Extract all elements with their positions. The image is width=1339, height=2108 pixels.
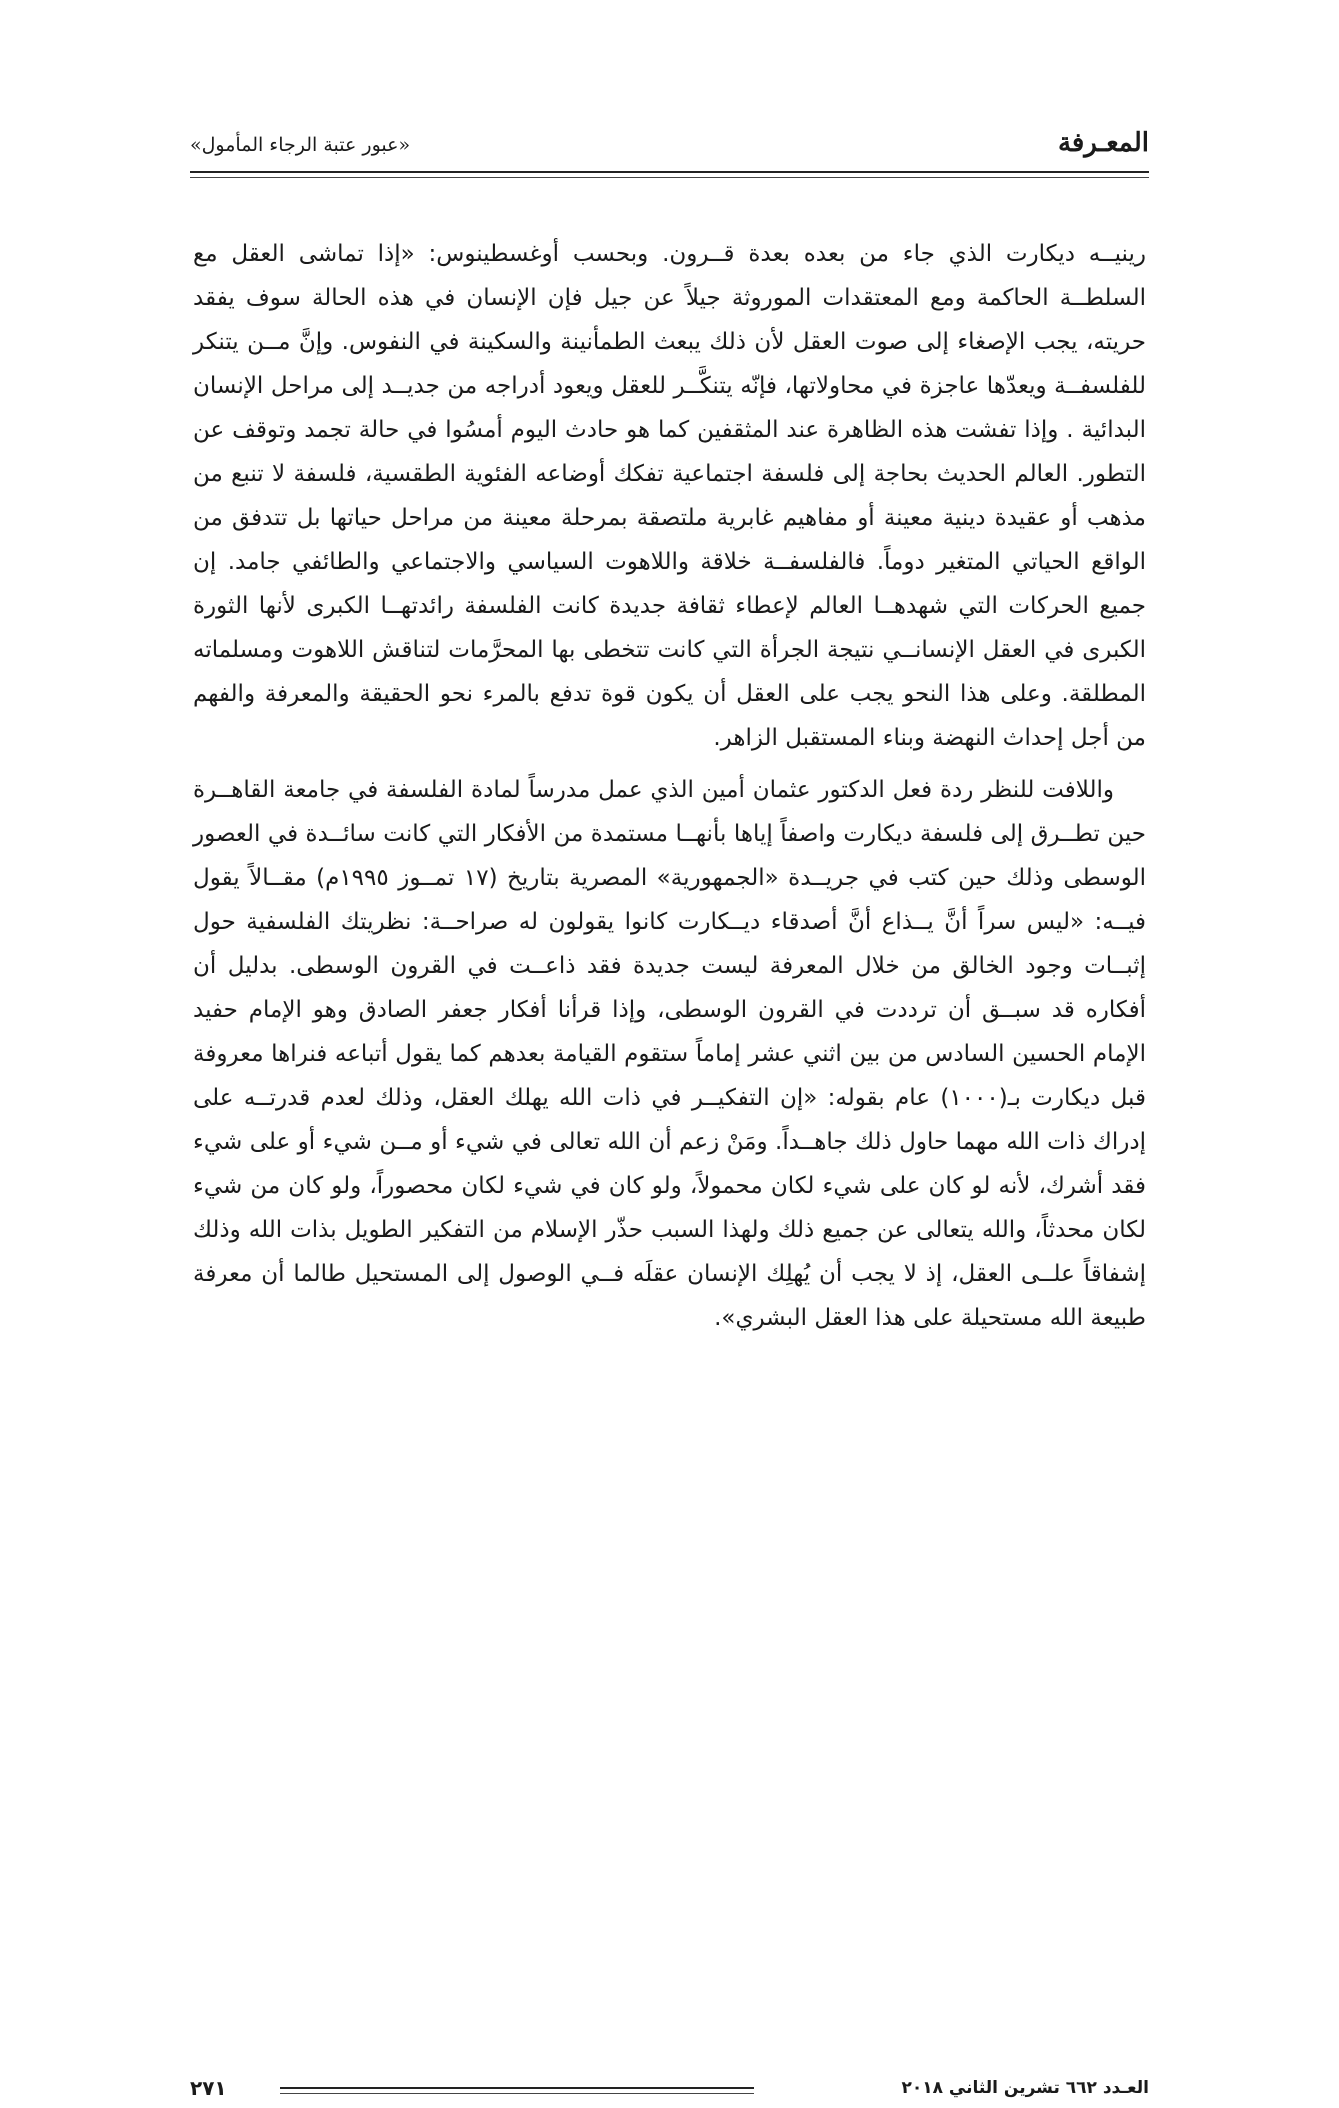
paragraph: واللافت للنظر ردة فعل الدكتور عثمان أمين الذي عمل مدرساً لمادة الفلسفة في جامعة القاهــرة حين تطــرق إلى فلسفة ديكارت واصفاً إياها بأنهــا مستمدة من الأفكار التي كانت سائــدة في العصور الوسطى وذلك حين كتب في جريــدة «الجمهورية» المصرية بتاريخ (١٧ تمــوز ١٩٩٥م) مقــالاً يقول فيــه: «ليس سراً أنَّ يــذاع أنَّ أصدقاء ديــكارت كانوا يقولون له صراحــة: نظريتك الفلسفية حول إثبــات وجود الخالق من خلال المعرفة ليست جديدة فقد ذاعــت في القرون الوسطى. بدليل أن أفكاره قد سبــق أن ترددت في القرون الوسطى، وإذا قرأنا أفكار جعفر الصادق وهو الإمام حفيد الإمام الحسين السادس من بين اثني عشر إماماً ستقوم القيامة بعدهم كما يقول أتباعه فنراها معروفة قبل ديكارت بـ(١٠٠٠) عام بقوله: «إن التفكيــر في ذات الله يهلك العقل، وذلك لعدم قدرتــه على إدراك ذات الله مهما حاول ذلك جاهــداً. ومَنْ زعم أن الله تعالى في شيء أو مــن شيء أو على شيء فقد أشرك، لأنه لو كان على شيء لكان محمولاً، ولو كان في شيء لكان محصوراً، ولو كان من شيء لكان محدثاً، والله يتعالى عن جميع ذلك ولهذا السبب حذّر الإسلام من التفكير الطويل بذات الله وذلك إشفاقاً علــى العقل، إذ لا يجب أن يُهلِك الإنسان عقلَه فــي الوصول إلى المستحيل طالما أن معرفة طبيعة الله مستحيلة على هذا العقل البشري». [193,777,1146,1331]
journal-brand: المعـرفة [1057,128,1149,158]
running-title: «عبور عتبة الرجاء المأمول» [190,134,411,156]
footer-divider-thin [280,2093,754,2094]
page-number: ٢٧١ [190,2076,227,2100]
article-body [193,232,1146,1340]
header-divider [190,171,1149,173]
paragraph: رينيــه ديكارت الذي جاء من بعده بعدة قــرون. وبحسب أوغسطينوس: «إذا تماشى العقل مع السلطــة الحاكمة ومع المعتقدات الموروثة جيلاً عن جيل فإن الإنسان في هذه الحالة سوف يفقد حريته، يجب الإصغاء إلى صوت العقل لأن ذلك يبعث الطمأنينة والسكينة في النفوس. وإنَّ مــن يتنكر للفلسفــة ويعدّها عاجزة في محاولاتها، فإنّه يتنكَّــر للعقل ويعود أدراجه من جديــد إلى مراحل الإنسان البدائية . وإذا تفشت هذه الظاهرة عند المثقفين كما هو حادث اليوم أمسُوا في حالة تجمد وتوقف عن التطور. العالم الحديث بحاجة إلى فلسفة اجتماعية تفكك أوضاعه الفئوية الطقسية، فلسفة لا تنبع من مذهب أو عقيدة دينية معينة أو مفاهيم غابرية ملتصقة بمرحلة معينة من مراحل حياتها بل تتدفق من الواقع الحياتي المتغير دوماً. فالفلسفــة خلاقة واللاهوت السياسي والاجتماعي والطائفي جامد. إن جميع الحركات التي شهدهــا العالم لإعطاء ثقافة جديدة كانت الفلسفة رائدتهــا الكبرى لأنها الثورة الكبرى في العقل الإنسانــي نتيجة الجرأة التي كانت تتخطى بها المحرَّمات لتناقش اللاهوت ومسلماته المطلقة. وعلى هذا النحو يجب على العقل أن يكون قوة تدفع بالمرء نحو الحقيقة والمعرفة والفهم من أجل إحداث النهضة وبناء المستقبل الزاهر. [193,241,1146,751]
footer-divider [280,2087,754,2089]
page-header [190,128,1149,164]
page-footer [190,2078,1149,2108]
issue-label: العـدد ٦٦٢ تشرين الثاني ٢٠١٨ [901,2078,1149,2098]
header-divider-thin [190,177,1149,178]
